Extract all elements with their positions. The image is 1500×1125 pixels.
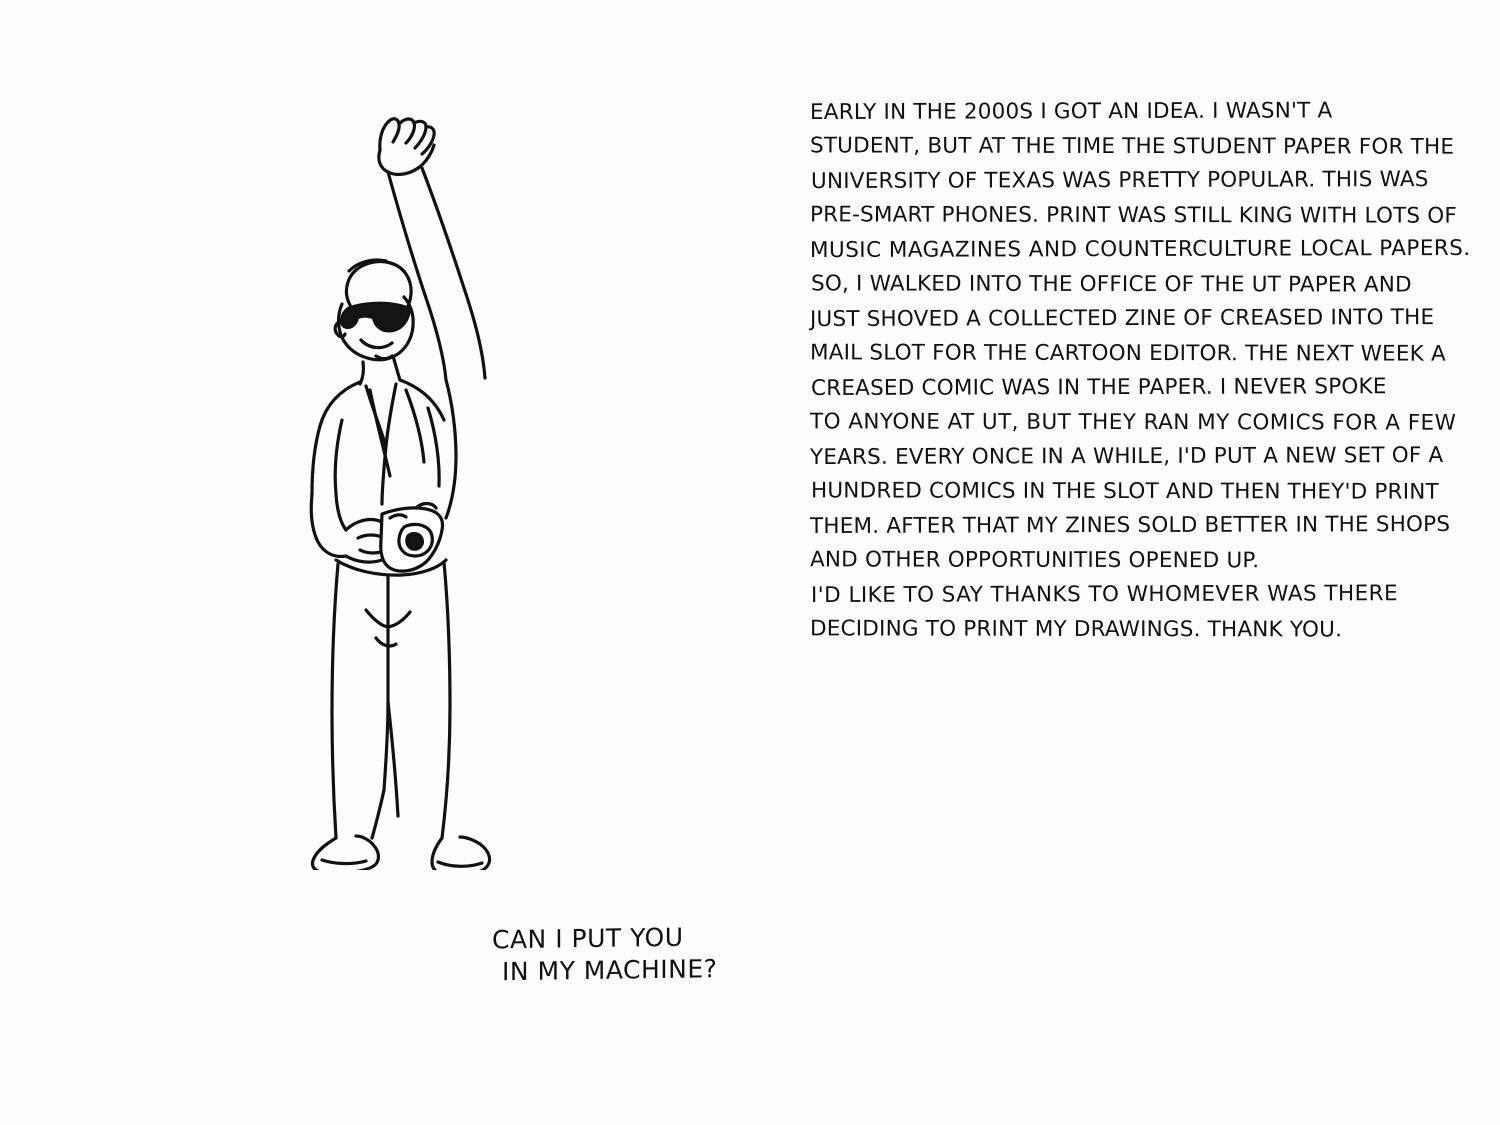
story-line: STUDENT, BUT AT THE TIME THE STUDENT PAPER FOR THE [809,132,1455,160]
story-line: HUNDRED COMICS IN THE SLOT AND THEN THEY'D PRINT [810,477,1439,505]
handwritten-story-text [809,95,1471,647]
story-line: DECIDING TO PRINT MY DRAWINGS. THANK YOU. [809,615,1343,642]
story-line: AND OTHER OPPORTUNITIES OPENED UP. [809,546,1260,573]
story-line: TO ANYONE AT UT, BUT THEY RAN MY COMICS FOR A FEW [809,408,1457,436]
story-line: CREASED COMIC WAS IN THE PAPER. I NEVER SPOKE [810,374,1387,402]
story-line: PRE-SMART PHONES. PRINT WAS STILL KING WITH LOTS OF [809,201,1458,229]
man-with-camera-drawing [230,90,650,870]
story-line: MAIL SLOT FOR THE CARTOON EDITOR. THE NEXT WEEK A [809,339,1446,367]
caption-line: IN MY MACHINE? [502,954,718,987]
comic-caption [492,920,832,989]
comic-illustration [230,90,718,987]
story-line: UNIVERSITY OF TEXAS WAS PRETTY POPULAR. THIS WAS [810,167,1429,195]
story-line: MUSIC MAGAZINES AND COUNTERCULTURE LOCAL PAPERS. [809,235,1471,264]
story-line: SO, I WALKED INTO THE OFFICE OF THE UT PAPER AND [810,270,1412,298]
story-line: EARLY IN THE 2000S I GOT AN IDEA. I WASN'T A [809,98,1333,126]
story-line: I'D LIKE TO SAY THANKS TO WHOMEVER WAS THERE [810,581,1399,609]
story-line: JUST SHOVED A COLLECTED ZINE OF CREASED INTO THE [809,305,1435,333]
story-line: THEM. AFTER THAT MY ZINES SOLD BETTER IN THE SHOPS [809,511,1451,540]
story-line: YEARS. EVERY ONCE IN A WHILE, I'D PUT A NEW SET OF A [809,443,1444,471]
caption-line: CAN I PUT YOU [492,922,684,955]
